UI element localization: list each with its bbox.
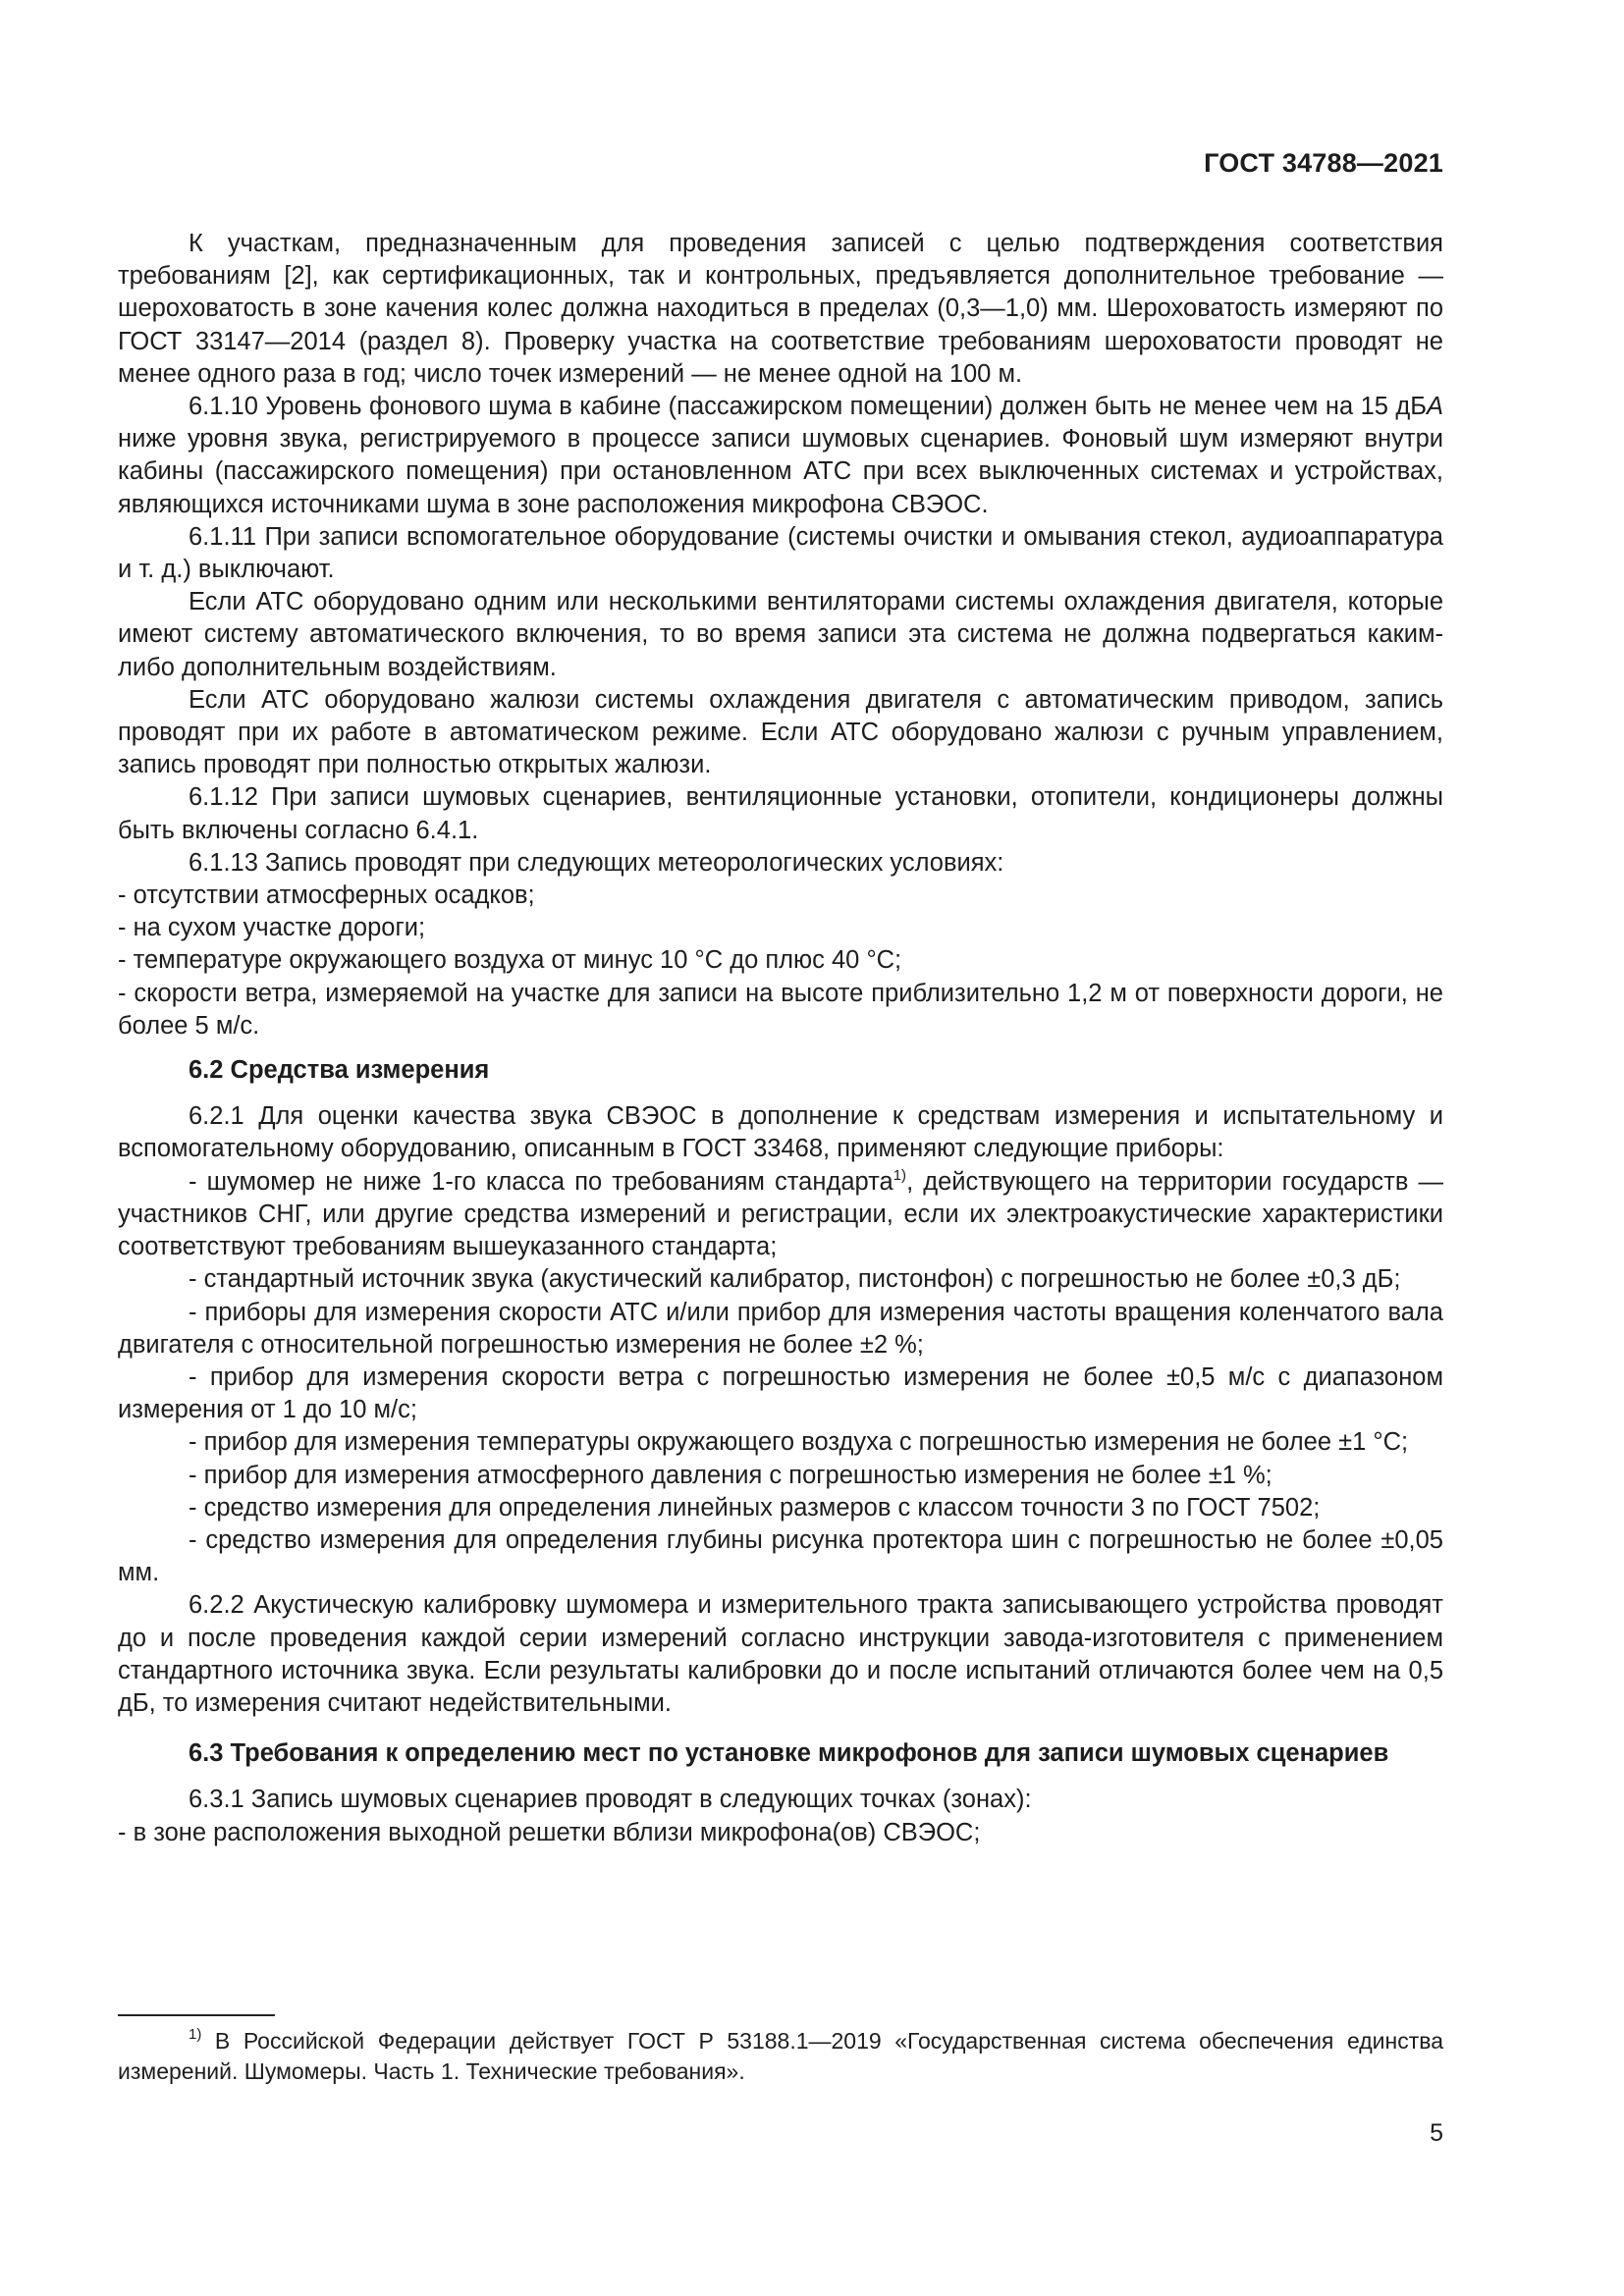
paragraph-surface-roughness: К участкам, предназначенным для проведения записей с целью подтверждения соответствия требованиям [2], как сертификационных, так и контрольных, предъявляется дополнительное требование — шероховатость в зоне качения колес должна находиться в пределах (0,3—1,0) мм. Шероховатость измеряют по ГОСТ 33147—2014 (раздел 8). Проверку участка на соответствие требованиям шероховатости проводят не менее одного раза в год; число точек измерений — не менее одной на 100 м. (118, 230, 1443, 388)
document-code-header: ГОСТ 34788—2021 (1204, 148, 1443, 178)
list-item-weather: - на сухом участке дороги; (118, 914, 426, 942)
list-item-microphone-zone: - в зоне расположения выходной решетки вблизи микрофона(ов) СВЭОС; (118, 1818, 981, 1846)
footnote-text: В Российской Федерации действует ГОСТ Р 53188.1—2019 «Государственная система обеспечения единства измерений. Шумомеры. Часть 1. Технические требования». (118, 2028, 1443, 2084)
list-item-instrument: - стандартный источник звука (акустический калибратор, пистонфон) с погрешностью не более ±0,3 дБ; (189, 1265, 1401, 1294)
list-item-weather: - температуре окружающего воздуха от минус 10 °С до плюс 40 °С; (118, 946, 902, 975)
section-heading-6-2: 6.2 Средства измерения (189, 1056, 490, 1085)
footnote-marker: 1) (189, 2026, 202, 2043)
paragraph-6-1-13: 6.1.13 Запись проводят при следующих метеорологических условиях: (189, 848, 1004, 877)
footnote-reference[interactable]: 1) (893, 1166, 907, 1184)
paragraph-6-1-10-text-a: 6.1.10 Уровень фонового шума в кабине (пассажирском помещении) должен быть не менее чем на 15 дБ (189, 393, 1427, 421)
page-number: 5 (1430, 2119, 1443, 2147)
paragraph-6-1-10-text-b: ниже уровня звука, регистрируемого в процессе записи шумовых сценариев. Фоновый шум измеряют внутри кабины (пассажирского помещения) при остановленном АТС при всех выключенных системах и устройствах, являющихся источниками шума в зоне расположения микрофона СВЭОС. (118, 425, 1443, 518)
list-item-sound-level-meter (118, 1166, 1443, 1264)
footnote-separator (118, 2014, 275, 2016)
paragraph-6-1-12: 6.1.12 При записи шумовых сценариев, вентиляционные установки, отопители, кондиционеры должны быть включены согласно 6.4.1. (118, 783, 1443, 844)
section-heading-6-3: 6.3 Требования к определению мест по установке микрофонов для записи шумовых сценариев (189, 1739, 1389, 1768)
footnote (118, 2026, 1443, 2087)
paragraph-cooling-fans: Если АТС оборудовано одним или несколькими вентиляторами системы охлаждения двигателя, которые имеют систему автоматического включения, то во время записи эта система не должна подвергаться каким-либо дополнительным воздействиям. (118, 588, 1443, 681)
list-item-weather: - скорости ветра, измеряемой на участке для записи на высоте приблизительно 1,2 м от поверхности дороги, не более 5 м/с. (118, 979, 1443, 1040)
list-item-sound-level-meter-a: - шумомер не ниже 1-го класса по требованиям стандарта (189, 1167, 893, 1196)
paragraph-6-1-11: 6.1.11 При записи вспомогательное оборудование (системы очистки и омывания стекол, аудиоаппаратура и т. д.) выключают. (118, 522, 1443, 584)
list-item-instrument: - средство измерения для определения глубины рисунка протектора шин с погрешностью не более ±0,05 мм. (118, 1525, 1443, 1587)
document-body (118, 228, 1443, 1849)
list-item-instrument: - прибор для измерения температуры окружающего воздуха с погрешностью измерения не более ±1 °С; (189, 1428, 1409, 1457)
paragraph-6-2-2: 6.2.2 Акустическую калибровку шумомера и измерительного тракта записывающего устройства проводят до и после проведения каждой серии измерений согласно инструкции завода-изготовителя с применением стандартного источника звука. Если результаты калибровки до и после испытаний отличаются более чем на 0,5 дБ, то измерения считают недействительными. (118, 1591, 1443, 1717)
paragraph-6-1-10 (118, 391, 1443, 521)
list-item-instrument: - прибор для измерения атмосферного давления с погрешностью измерения не более ±1 %; (189, 1461, 1272, 1489)
list-item-instrument: - средство измерения для определения линейных размеров с классом точности 3 по ГОСТ 7502; (189, 1493, 1321, 1522)
paragraph-6-2-1: 6.2.1 Для оценки качества звука СВЭОС в дополнение к средствам измерения и испытательному и вспомогательному оборудованию, описанным в ГОСТ 33468, применяют следующие приборы: (118, 1102, 1443, 1163)
footnote-text-block (118, 2026, 1443, 2087)
list-item-sound-level-meter-b: , действующего на территории государств — участников СНГ, или другие средства измерений и регистрации, если их электроакустические характеристики соответствуют требованиям вышеуказанного стандарта; (118, 1167, 1444, 1261)
paragraph-cooling-louvers: Если АТС оборудовано жалюзи системы охлаждения двигателя с автоматическим приводом, запись проводят при их работе в автоматическом режиме. Если АТС оборудовано жалюзи с ручным управлением, запись проводят при полностью открытых жалюзи. (118, 685, 1443, 779)
list-item-weather: - отсутствии атмосферных осадков; (118, 881, 535, 910)
list-item-instrument: - прибор для измерения скорости ветра с погрешностью измерения не более ±0,5 м/с с диапазоном измерения от 1 до 10 м/с; (118, 1362, 1443, 1424)
paragraph-6-3-1: 6.3.1 Запись шумовых сценариев проводят в следующих точках (зонах): (189, 1786, 1032, 1814)
list-item-instrument: - приборы для измерения скорости АТС и/или прибор для измерения частоты вращения коленчатого вала двигателя с относительной погрешностью измерения не более ±2 %; (118, 1298, 1443, 1359)
paragraph-6-1-10-italic: А (1426, 393, 1443, 421)
